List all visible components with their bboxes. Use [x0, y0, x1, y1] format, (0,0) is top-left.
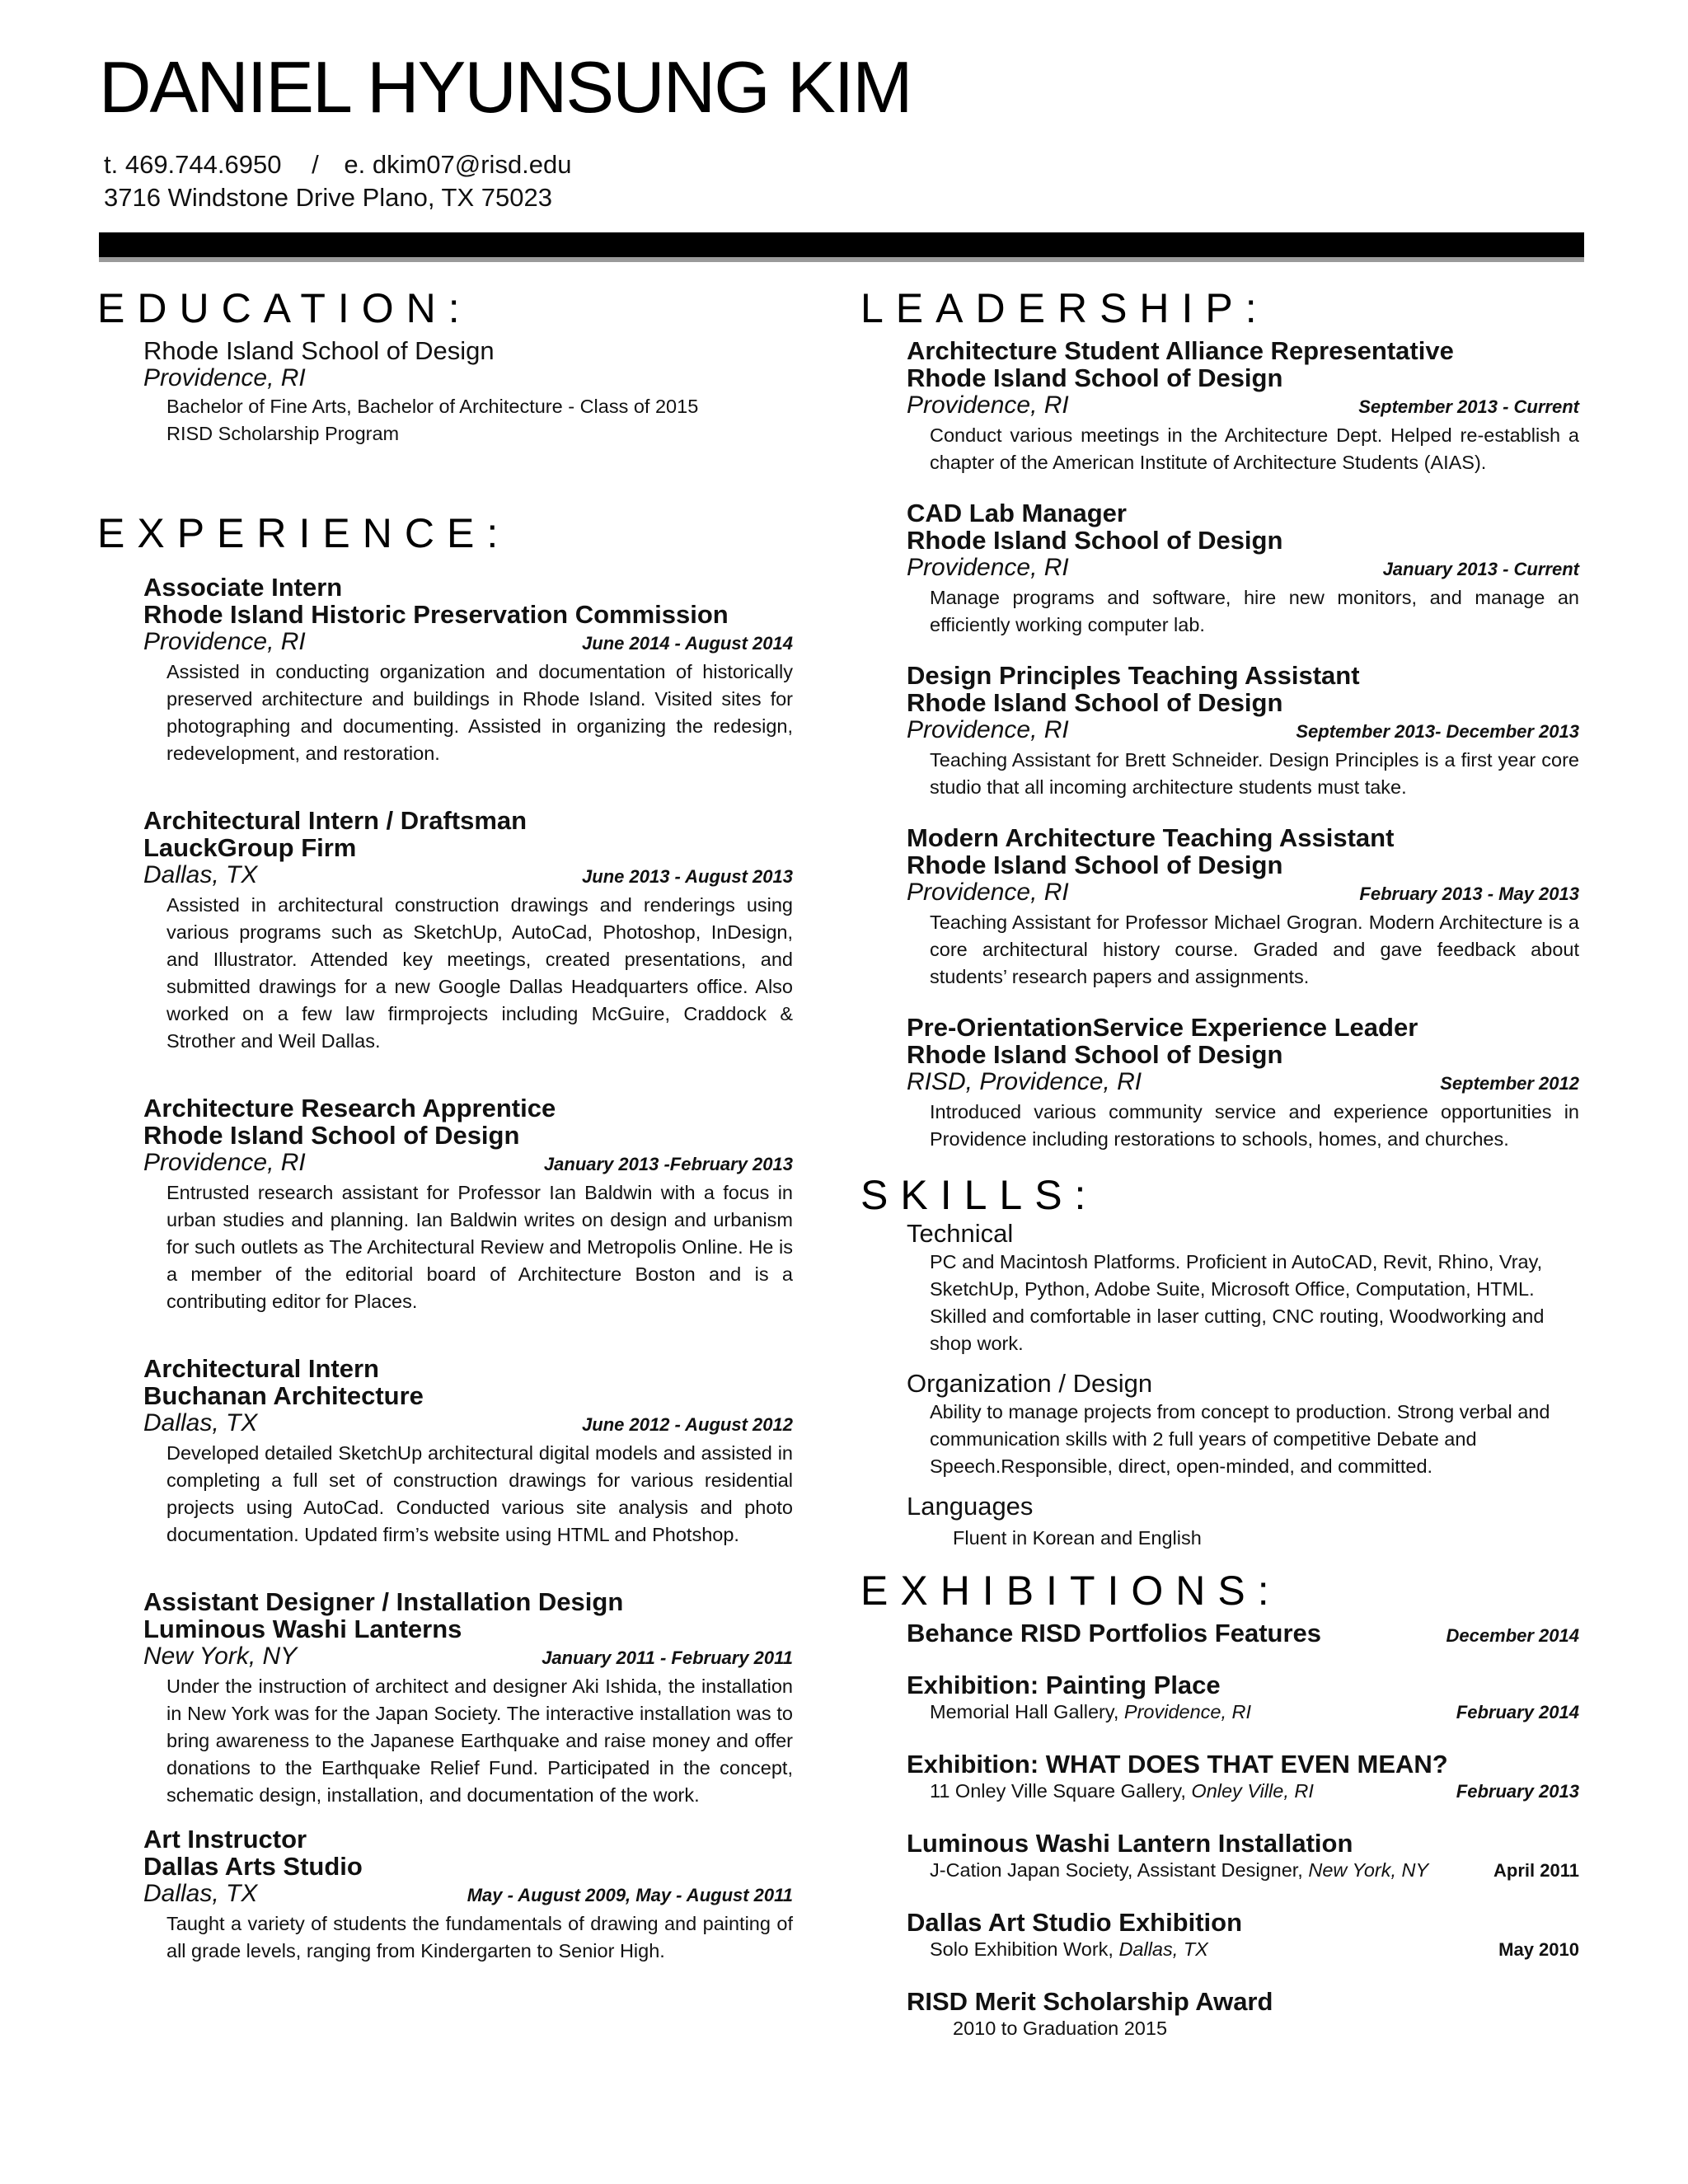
header-divider-shadow: [99, 257, 1584, 262]
education-entry: [143, 337, 793, 448]
resume-name: DANIEL HYUNSUNG KIM: [99, 46, 912, 128]
exhibitions-heading: EXHIBITIONS:: [860, 1568, 1282, 1614]
entry-description: Taught a variety of students the fundamentals of drawing and painting of all grade levels, ranging from Kindergarten to Senior High.: [166, 1913, 793, 1961]
entry-organization: LauckGroup Firm: [143, 833, 357, 862]
address: 3716 Windstone Drive Plano, TX 75023: [104, 183, 552, 212]
education-school: Rhode Island School of Design: [143, 336, 495, 365]
entry-title: Assistant Designer / Installation Design: [143, 1587, 624, 1616]
education-location: Providence, RI: [143, 364, 306, 391]
entry-organization: Rhode Island School of Design: [907, 1040, 1283, 1069]
right-column: [860, 284, 1584, 2042]
exhibition-title: Behance RISD Portfolios Features: [907, 1619, 1322, 1647]
entry-meta: [143, 1409, 793, 1436]
email: e. dkim07@risd.edu: [344, 150, 572, 179]
entry-title: Pre-OrientationService Experience Leader: [907, 1013, 1418, 1042]
entry-title: Architecture Research Apprentice: [143, 1094, 556, 1122]
left-column: [97, 284, 798, 1965]
entry-title: Design Principles Teaching Assistant: [907, 661, 1360, 690]
entry-dates: January 2013 -February 2013: [543, 1154, 793, 1174]
exhibition-detail: 11 Onley Ville Square Gallery, Onley Ville, RI: [930, 1780, 1314, 1802]
entry-meta: [907, 554, 1579, 581]
exhibition-detail-row: [930, 1936, 1579, 1963]
entry-location: Dallas, TX: [143, 1409, 258, 1436]
entry-description: Introduced various community service and experience opportunities in Providence including restorations to schools, homes, and churches.: [930, 1101, 1579, 1150]
exhibition-title: Exhibition: WHAT DOES THAT EVEN MEAN?: [907, 1750, 1448, 1779]
exhibition-entry: [907, 1750, 1579, 1805]
exhibition-detail: J-Cation Japan Society, Assistant Designer, New York, NY: [930, 1859, 1429, 1881]
entry-location: Providence, RI: [143, 1149, 306, 1176]
skills-heading: SKILLS:: [860, 1172, 1099, 1218]
entry-description: Assisted in architectural construction drawings and renderings using various programs such as SketchUp, AutoCad, Photoshop, InDesign, and Illustrator. Attended key meetings, created presentations, and submitted drawings for a new Google Dallas Headquarters office. Also worked on a few law firmprojects including McGuire, Craddock & Strother and Weil Dallas.: [166, 894, 793, 1052]
entry-title: CAD Lab Manager: [907, 499, 1127, 527]
entry-description: Teaching Assistant for Professor Michael Grogran. Modern Architecture is a core architectural history course. Graded and gave feedback about students’ research papers and assignments.: [930, 912, 1579, 987]
entry-dates: June 2014 - August 2014: [582, 633, 793, 654]
exhibition-detail-row: [930, 1857, 1579, 1884]
entry-meta: [907, 391, 1579, 419]
entry-location: Providence, RI: [907, 554, 1069, 581]
entry-description: Assisted in conducting organization and documentation of historically preserved architecture and buildings in Rhode Island. Visited sites for photographing and documenting. Assisted in organizing the redesign, redevelopment, and restoration.: [166, 661, 793, 764]
entry-meta: [143, 1880, 793, 1907]
contact-separator: /: [312, 150, 319, 179]
entry-organization: Rhode Island School of Design: [907, 526, 1283, 555]
entry-meta: [143, 861, 793, 888]
exhibition-detail-row: [930, 1699, 1579, 1726]
entry-location: Providence, RI: [907, 716, 1069, 743]
entry-location: RISD, Providence, RI: [907, 1068, 1142, 1095]
entry-meta: [143, 1643, 793, 1670]
entry-description: Conduct various meetings in the Architecture Dept. Helped re-establish a chapter of the American Institute of Architecture Students (AIAS).: [930, 424, 1579, 473]
exhibition-detail: 2010 to Graduation 2015: [953, 2018, 1168, 2039]
entry-dates: September 2013 - Current: [1358, 396, 1579, 417]
entry-location: Providence, RI: [907, 879, 1069, 906]
entry-location: Providence, RI: [907, 391, 1069, 419]
education-program: RISD Scholarship Program: [166, 423, 400, 444]
exhibition-detail: Solo Exhibition Work, Dallas, TX: [930, 1938, 1208, 1960]
experience-entry: [143, 574, 793, 767]
skill-label: Organization / Design: [907, 1369, 1153, 1398]
entry-dates: June 2012 - August 2012: [582, 1414, 793, 1435]
leadership-entry: [907, 662, 1579, 801]
entry-description: Developed detailed SketchUp architectural digital models and assisted in completing a full set of construction drawings for various residential projects using AutoCad. Conducted various site analysis and photo documentation. Updated firm’s website using HTML and Photshop.: [166, 1442, 793, 1545]
entry-organization: Rhode Island School of Design: [907, 851, 1283, 879]
skill-label: Technical: [907, 1219, 1014, 1248]
entry-meta: [907, 879, 1579, 906]
experience-heading: EXPERIENCE:: [97, 510, 511, 556]
entry-dates: January 2011 - February 2011: [542, 1647, 793, 1668]
exhibition-title: RISD Merit Scholarship Award: [907, 1987, 1273, 2016]
entry-meta: [907, 716, 1579, 743]
exhibition-date: April 2011: [1493, 1860, 1579, 1881]
leadership-entry: [907, 337, 1579, 476]
experience-entry: [143, 1825, 793, 1965]
entry-description: Teaching Assistant for Brett Schneider. Design Principles is a first year core studio that all incoming architecture students must take.: [930, 749, 1579, 798]
entry-description: Entrusted research assistant for Professor Ian Baldwin with a focus in urban studies and planning. Ian Baldwin writes on design and urbanism for such outlets as The Architectural Review and Metropolis Online. He is a member of the editorial board of Architecture Boston and is a contributing editor for Places.: [166, 1182, 793, 1312]
header-divider-bar: [99, 232, 1584, 257]
exhibition-date: February 2014: [1456, 1702, 1579, 1722]
entry-organization: Rhode Island Historic Preservation Commission: [143, 600, 729, 629]
leadership-entry: [907, 824, 1579, 991]
entry-organization: Dallas Arts Studio: [143, 1852, 363, 1881]
exhibition-title: Exhibition: Painting Place: [907, 1671, 1221, 1699]
exhibition-entry: [907, 1619, 1579, 1647]
exhibition-title-row: [907, 1619, 1579, 1647]
entry-meta: [143, 1149, 793, 1176]
leadership-heading: LEADERSHIP:: [860, 285, 1269, 331]
entry-organization: Rhode Island School of Design: [907, 363, 1283, 392]
exhibition-date: May 2010: [1498, 1939, 1579, 1960]
entry-title: Architecture Student Alliance Representative: [907, 336, 1454, 365]
education-degree: Bachelor of Fine Arts, Bachelor of Architecture - Class of 2015: [166, 396, 699, 417]
exhibition-entry: [907, 1909, 1579, 1963]
entry-location: Providence, RI: [143, 628, 306, 655]
entry-dates: May - August 2009, May - August 2011: [467, 1885, 793, 1905]
entry-dates: February 2013 - May 2013: [1359, 883, 1579, 904]
contact-block: [104, 148, 572, 214]
entry-title: Architectural Intern: [143, 1354, 379, 1383]
exhibition-date: February 2013: [1456, 1781, 1579, 1802]
entry-location: Dallas, TX: [143, 861, 258, 888]
entry-organization: Luminous Washi Lanterns: [143, 1615, 462, 1643]
exhibition-title: Dallas Art Studio Exhibition: [907, 1908, 1243, 1937]
entry-title: Art Instructor: [143, 1825, 307, 1854]
contact-line-1: [104, 148, 572, 181]
entry-description: Manage programs and software, hire new monitors, and manage an efficiently working computer lab.: [930, 587, 1579, 635]
entry-description: Under the instruction of architect and designer Aki Ishida, the installation in New York was for the Japan Society. The interactive installation was to bring awareness to the Japanese Earthquake and raise money and offer donations to the Earthquake Relief Fund. Participated in the concept, schematic design, installation, and documentation of the work.: [166, 1675, 793, 1806]
entry-dates: June 2013 - August 2013: [582, 866, 793, 887]
education-heading: EDUCATION:: [97, 285, 472, 331]
entry-meta: [143, 628, 793, 655]
entry-title: Associate Intern: [143, 573, 343, 602]
experience-entry: [143, 1094, 793, 1315]
experience-entry: [143, 807, 793, 1055]
skill-description: Ability to manage projects from concept to production. Strong verbal and communication skills with 2 full years of competitive Debate and Speech.Responsible, direct, open-minded, and committed.: [930, 1401, 1550, 1477]
exhibition-entry: [907, 1988, 1579, 2042]
exhibition-entry: [907, 1830, 1579, 1884]
entry-location: Dallas, TX: [143, 1880, 258, 1907]
entry-location: New York, NY: [143, 1643, 298, 1670]
entry-meta: [907, 1068, 1579, 1095]
exhibition-detail-row: [930, 1778, 1579, 1805]
exhibition-entry: [907, 1671, 1579, 1726]
phone: t. 469.744.6950: [104, 150, 282, 179]
entry-organization: Rhode Island School of Design: [907, 688, 1283, 717]
entry-organization: Rhode Island School of Design: [143, 1121, 520, 1150]
exhibition-detail-row: [953, 2015, 1579, 2042]
exhibition-date: December 2014: [1446, 1625, 1579, 1646]
exhibition-detail: Memorial Hall Gallery, Providence, RI: [930, 1701, 1252, 1722]
skill-description: Fluent in Korean and English: [953, 1527, 1202, 1549]
entry-title: Modern Architecture Teaching Assistant: [907, 823, 1395, 852]
exhibition-title: Luminous Washi Lantern Installation: [907, 1829, 1353, 1858]
leadership-entry: [907, 1014, 1579, 1153]
experience-entry: [143, 1355, 793, 1549]
entry-title: Architectural Intern / Draftsman: [143, 806, 528, 835]
entry-dates: September 2013- December 2013: [1296, 721, 1579, 742]
leadership-entry: [907, 499, 1579, 639]
experience-entry: [143, 1588, 793, 1809]
skill-label: Languages: [907, 1492, 1034, 1521]
skill-description: PC and Macintosh Platforms. Proficient in AutoCAD, Revit, Rhino, Vray, SketchUp, Python, Adobe Suite, Microsoft Office, Computation, HTML. Skilled and comfortable in laser cutting, CNC routing, Woodworking and shop work.: [930, 1251, 1545, 1354]
entry-dates: January 2013 - Current: [1382, 559, 1579, 579]
entry-dates: September 2012: [1440, 1073, 1579, 1094]
entry-organization: Buchanan Architecture: [143, 1381, 424, 1410]
